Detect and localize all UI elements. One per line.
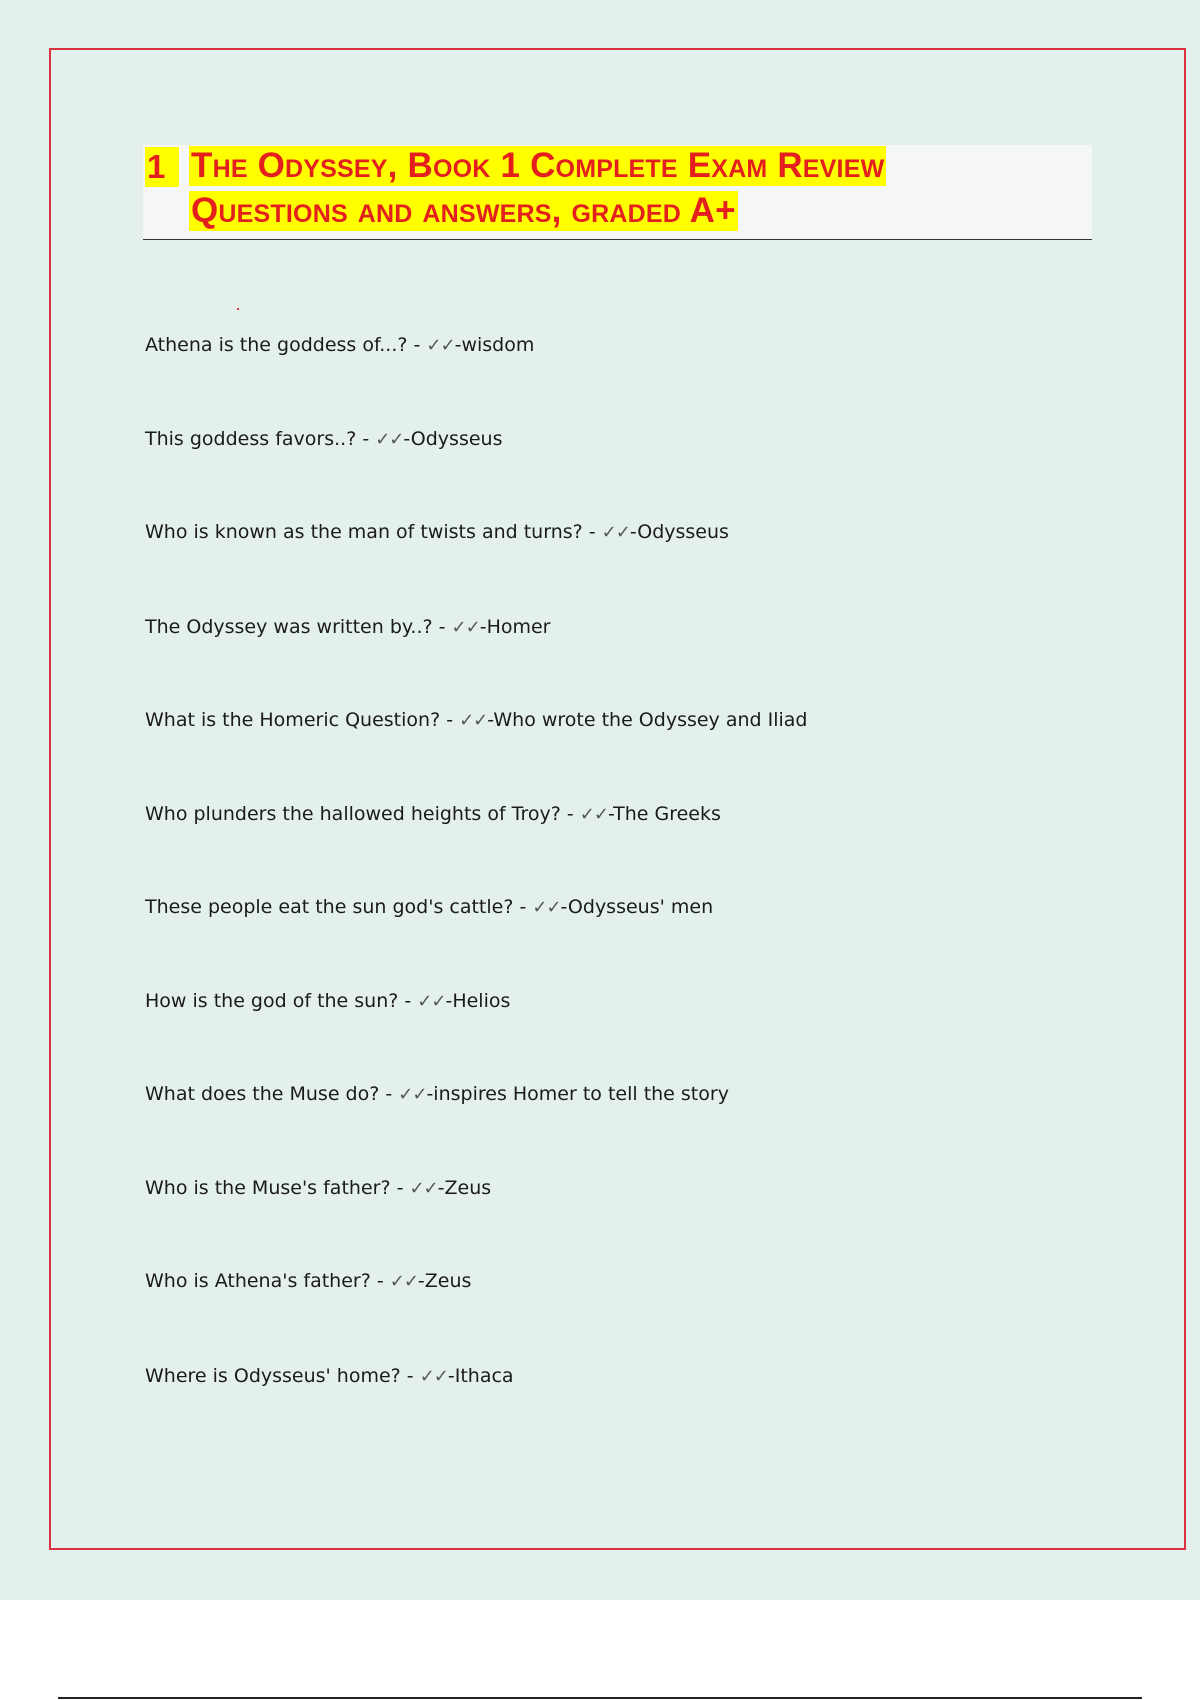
- title-line-1: The Odyssey, Book 1 Complete Exam Review: [191, 146, 885, 185]
- double-checkmark-icon: ✓✓: [417, 991, 446, 1012]
- qa-item: [145, 708, 808, 733]
- separator: -: [432, 616, 452, 638]
- answer-text: Odysseus: [410, 428, 503, 450]
- answer-text: inspires Homer to tell the story: [433, 1083, 729, 1105]
- qa-item: [145, 520, 729, 545]
- qa-item: [145, 1269, 471, 1294]
- answer-text: Homer: [486, 616, 551, 638]
- question-text: How is the god of the sun?: [145, 990, 399, 1012]
- answer-prefix: -: [487, 709, 494, 731]
- question-text: What is the Homeric Question?: [145, 709, 441, 731]
- stray-mark: [237, 308, 239, 310]
- question-text: These people eat the sun god's cattle?: [145, 896, 514, 918]
- answer-prefix: -: [437, 1177, 445, 1199]
- separator: -: [390, 1177, 410, 1199]
- answer-text: Ithaca: [454, 1365, 514, 1387]
- page-border-frame: [49, 48, 1186, 1550]
- double-checkmark-icon: ✓✓: [451, 617, 480, 638]
- answer-text: Who wrote the Odyssey and Iliad: [493, 709, 808, 731]
- double-checkmark-icon: ✓✓: [459, 710, 488, 731]
- separator: -: [356, 428, 376, 450]
- answer-prefix: -: [607, 803, 614, 825]
- qa-item: [145, 427, 502, 452]
- double-checkmark-icon: ✓✓: [419, 1366, 448, 1387]
- qa-item: [145, 1082, 729, 1107]
- answer-text: wisdom: [461, 334, 535, 356]
- double-checkmark-icon: ✓✓: [579, 804, 608, 825]
- footer-rule: [58, 1697, 1142, 1699]
- qa-item: [145, 895, 713, 920]
- question-text: Who is Athena's father?: [145, 1270, 371, 1292]
- qa-item: [145, 333, 534, 358]
- qa-item: [145, 615, 550, 640]
- answer-prefix: -: [403, 428, 411, 450]
- separator: -: [513, 896, 533, 918]
- answer-prefix: -: [560, 896, 568, 918]
- answer-prefix: -: [447, 1365, 455, 1387]
- title-number: 1: [145, 147, 179, 187]
- qa-item: [145, 1364, 514, 1389]
- separator: -: [560, 803, 580, 825]
- question-text: The Odyssey was written by..?: [145, 616, 433, 638]
- question-text: Who is the Muse's father?: [145, 1177, 391, 1199]
- double-checkmark-icon: ✓✓: [426, 335, 455, 356]
- answer-text: Helios: [452, 990, 511, 1012]
- answer-text: Zeus: [424, 1270, 472, 1292]
- separator: -: [379, 1083, 399, 1105]
- double-checkmark-icon: ✓✓: [375, 429, 404, 450]
- answer-prefix: -: [426, 1083, 434, 1105]
- qa-item: [145, 1176, 491, 1201]
- question-text: Who is known as the man of twists and turns?: [145, 521, 583, 543]
- answer-text: Zeus: [444, 1177, 492, 1199]
- qa-item: [145, 802, 721, 827]
- double-checkmark-icon: ✓✓: [532, 897, 561, 918]
- answer-text: Odysseus' men: [567, 896, 714, 918]
- question-text: Athena is the goddess of...?: [145, 334, 408, 356]
- question-text: Where is Odysseus' home?: [145, 1365, 401, 1387]
- answer-prefix: -: [629, 521, 638, 543]
- question-text: Who plunders the hallowed heights of Troy?: [145, 803, 561, 825]
- separator: -: [440, 709, 460, 731]
- double-checkmark-icon: ✓✓: [389, 1271, 418, 1292]
- answer-prefix: -: [479, 616, 487, 638]
- title-block: [143, 145, 1092, 240]
- title-line-2: Questions and answers, graded A+: [191, 191, 736, 230]
- answer-text: Odysseus: [637, 521, 729, 543]
- answer-prefix: -: [417, 1270, 425, 1292]
- double-checkmark-icon: ✓✓: [409, 1178, 438, 1199]
- separator: -: [582, 521, 602, 543]
- answer-prefix: -: [454, 334, 462, 356]
- separator: -: [370, 1270, 390, 1292]
- answer-text: The Greeks: [613, 803, 721, 825]
- double-checkmark-icon: ✓✓: [398, 1084, 427, 1105]
- separator: -: [407, 334, 427, 356]
- question-text: What does the Muse do?: [145, 1083, 380, 1105]
- answer-prefix: -: [445, 990, 453, 1012]
- separator: -: [398, 990, 418, 1012]
- separator: -: [400, 1365, 420, 1387]
- double-checkmark-icon: ✓✓: [601, 522, 630, 543]
- qa-item: [145, 989, 510, 1014]
- question-text: This goddess favors..?: [145, 428, 357, 450]
